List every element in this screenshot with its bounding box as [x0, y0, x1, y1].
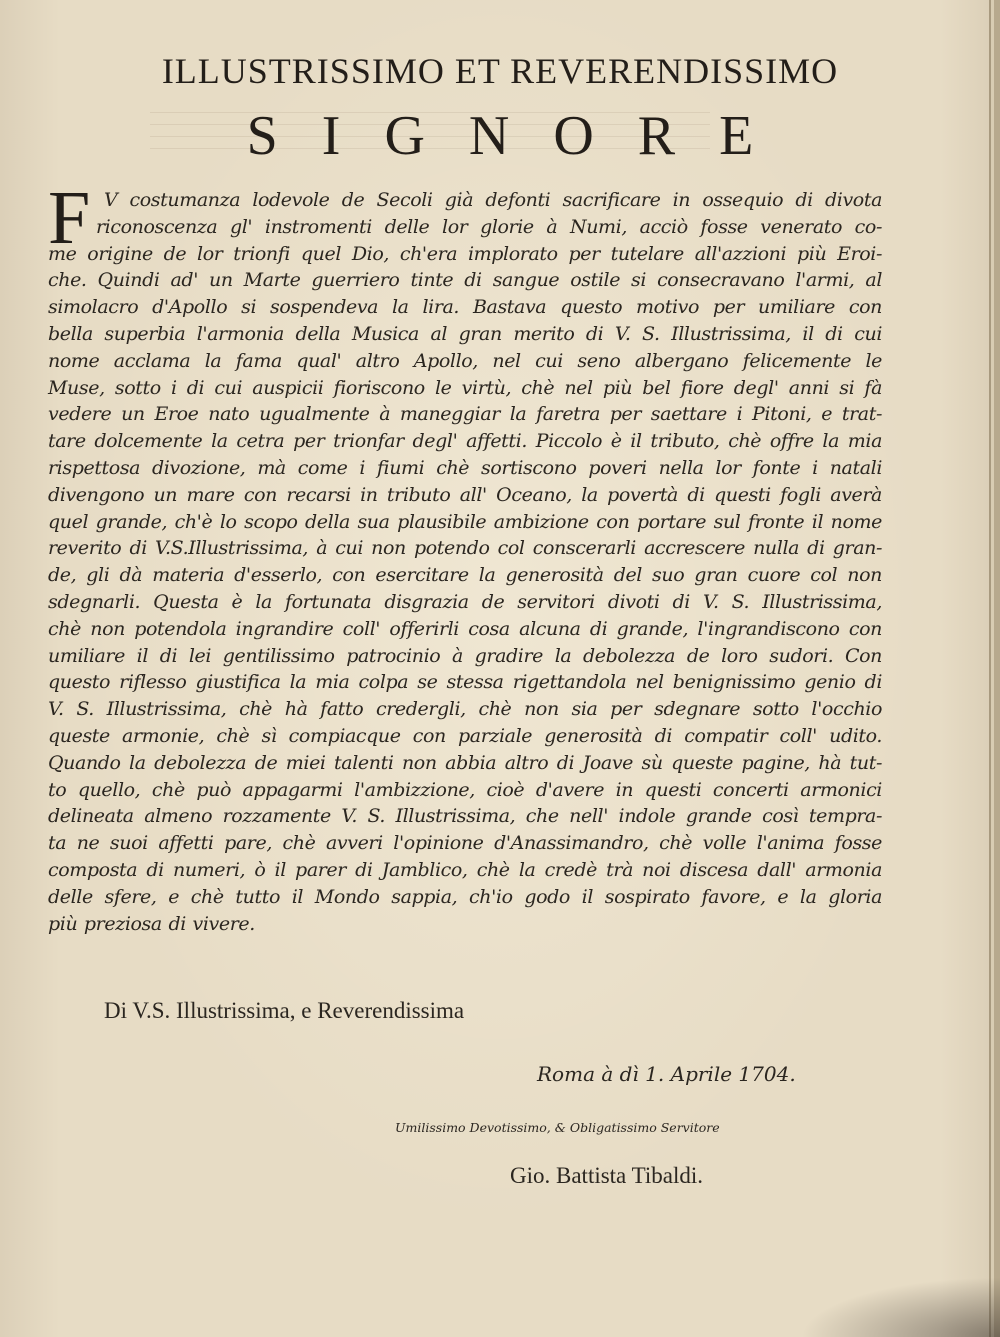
- body-line: rispettosa divozione, mà come i fiumi chè sortiscono poveri nella lor fonte i natali: [48, 456, 882, 479]
- body-line: delineata almeno rozzamente V. S. Illustrissima, che nell' indole grande così tempra-: [48, 805, 882, 828]
- body-line: riconoscenza gl' instromenti delle lor glorie à Numi, acciò fosse venerato co-: [96, 215, 882, 238]
- body-line: to quello, chè può appagarmi l'ambizzione, cioè d'avere in questi concerti armonici: [48, 778, 882, 801]
- page-edge: [991, 0, 994, 1337]
- body-line: de, gli dà materia d'esserlo, con esercitare la generosità del suo gran cuore col non: [48, 564, 882, 587]
- body-line: ta ne suoi affetti pare, chè avveri l'opinione d'Anassimandro, chè volle l'anima fosse: [48, 832, 882, 855]
- body-line: sdegnarli. Questa è la fortunata disgrazia de servitori divoti di V. S. Illustrissima,: [48, 590, 882, 613]
- closing-salutation: Di V.S. Illustrissima, e Reverendissima: [104, 998, 465, 1023]
- page-edge: [994, 0, 1000, 1337]
- drop-cap: F: [48, 176, 91, 260]
- signature: Gio. Battista Tibaldi.: [510, 1163, 703, 1188]
- body-line: nome acclama la fama qual' altro Apollo, nel cui seno albergano felicemente le: [48, 349, 882, 372]
- corner-shadow: [800, 1277, 1000, 1337]
- body-line: V costumanza lodevole de Secoli già defonti sacrificare in ossequio di divota: [104, 189, 882, 211]
- body-line: Muse, sotto i di cui auspicii fioriscono le virtù, chè nel più bel fiore degl' anni si fà: [48, 376, 882, 399]
- body-line: più preziosa di vivere.: [48, 912, 255, 935]
- body-line: questo riflesso giustifica la mia colpa se stessa rigettandola nel benignissimo genio di: [48, 671, 882, 694]
- servant-formula: Umilissimo Devotissimo, & Obligatissimo Servitore: [395, 1120, 720, 1135]
- body-line: composta di numeri, ò il parer di Jamblico, chè la credè trà noi discesa dall' armonia: [48, 858, 882, 881]
- body-line: vedere un Eroe nato ugualmente à maneggiar la faretra per saettare i Pitoni, e trat-: [48, 403, 882, 426]
- body-line: bella superbia l'armonia della Musica al gran merito di V. S. Illustrissima, il di cui: [48, 322, 882, 345]
- body-line: divengono un mare con recarsi in tributo all' Oceano, la povertà di questi fogli averà: [48, 483, 882, 506]
- body-line: tare dolcemente la cetra per trionfar degl' affetti. Piccolo è il tributo, chè offre la mia: [48, 430, 882, 453]
- body-line: delle sfere, e chè tutto il Mondo sappia, ch'io godo il sospirato favore, e la gloria: [48, 885, 882, 908]
- body-line: queste armonie, chè sì compiacque con parziale generosità di compatir coll' udito.: [48, 724, 882, 747]
- body-line: me origine de lor trionfi quel Dio, ch'era implorato per tutelare all'azzioni più Eroi-: [48, 242, 882, 265]
- body-line: chè non potendola ingrandire coll' offerirli cosa alcuna di grande, l'ingrandiscono con: [48, 617, 882, 640]
- body-line: simolacro d'Apollo si sospendeva la lira. Bastava questo motivo per umiliare con: [48, 296, 882, 319]
- dedication-body: [48, 176, 882, 937]
- body-line: che. Quindi ad' un Marte guerriero tinte di sangue ostile si consecravano l'armi, al: [48, 269, 882, 292]
- page-edge: [989, 0, 991, 1337]
- body-line: umiliare il di lei gentilissimo patrocinio à gradire la debolezza de loro sudori. Con: [48, 644, 882, 667]
- body-line: V. S. Illustrissima, chè hà fatto credergli, chè non sia per sdegnare sotto l'occhio: [48, 698, 882, 721]
- dedication-subheading: SIGNORE: [246, 105, 798, 167]
- body-line: Quando la debolezza de miei talenti non abbia altro di Joave sù queste pagine, hà tut-: [48, 751, 882, 774]
- body-line: reverito di V.S.Illustrissima, à cui non potendo col conscerarli accrescere nulla di gran-: [48, 537, 882, 560]
- place-date: Roma à dì 1. Aprile 1704.: [537, 1062, 796, 1086]
- body-line: quel grande, ch'è lo scopo della sua plausibile ambizione con portare sul fronte il nome: [48, 510, 882, 533]
- dedication-heading: ILLUSTRISSIMO ET REVERENDISSIMO: [161, 51, 839, 91]
